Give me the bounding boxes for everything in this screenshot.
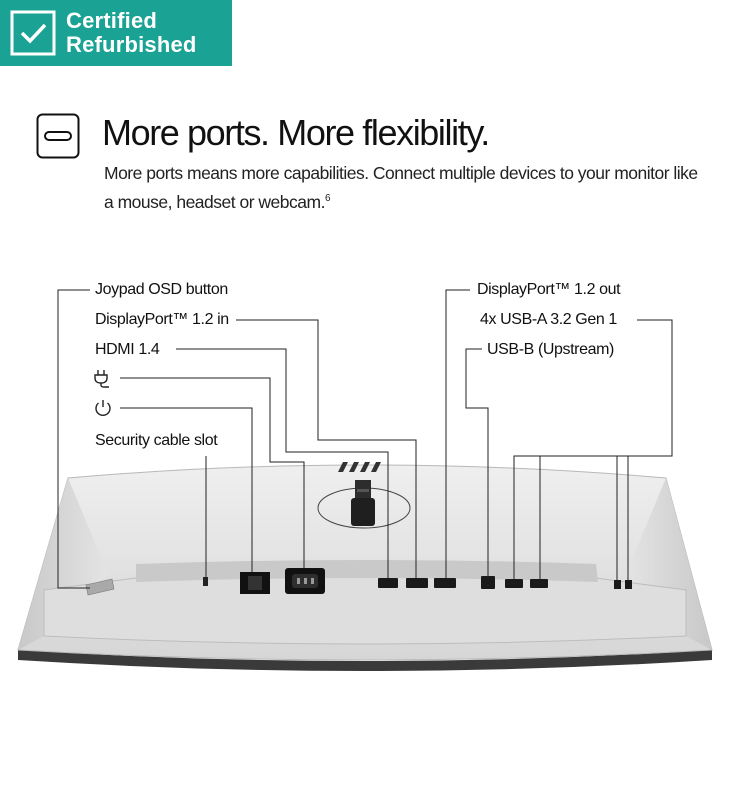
- usb-a-port: [530, 579, 548, 588]
- hdmi-port: [378, 578, 398, 588]
- label-hdmi: HDMI 1.4: [95, 341, 160, 358]
- label-joypad-osd: Joypad OSD button: [95, 281, 228, 298]
- badge-line1: Certified: [66, 8, 158, 33]
- label-displayport-in: DisplayPort™ 1.2 in: [95, 311, 229, 328]
- usb-a-side-port: [614, 580, 621, 589]
- monitor-lower-panel: [44, 572, 686, 644]
- power-button-icon: [93, 398, 113, 418]
- badge-line2: Refurbished: [66, 32, 197, 57]
- displayport-out-port: [434, 578, 456, 588]
- page-title: More ports. More flexibility.: [102, 112, 489, 153]
- power-plug-icon: [93, 368, 113, 388]
- label-security-cable-slot: Security cable slot: [95, 432, 218, 449]
- usb-b-port: [481, 576, 495, 589]
- subtitle-text: More ports means more capabilities. Connect multiple devices to your monitor like a mouse, headset or webcam.: [104, 163, 698, 212]
- security-cable-slot: [203, 577, 208, 586]
- ac-power-inlet: [285, 568, 325, 594]
- footnote-marker: 6: [324, 193, 330, 204]
- usb-a-side-port: [625, 580, 632, 589]
- label-usb-a: 4x USB-A 3.2 Gen 1: [480, 311, 617, 328]
- label-displayport-out: DisplayPort™ 1.2 out: [477, 281, 621, 298]
- power-switch: [240, 572, 270, 594]
- usb-a-port: [505, 579, 523, 588]
- displayport-in-port: [406, 578, 428, 588]
- label-usb-b: USB-B (Upstream): [487, 341, 614, 358]
